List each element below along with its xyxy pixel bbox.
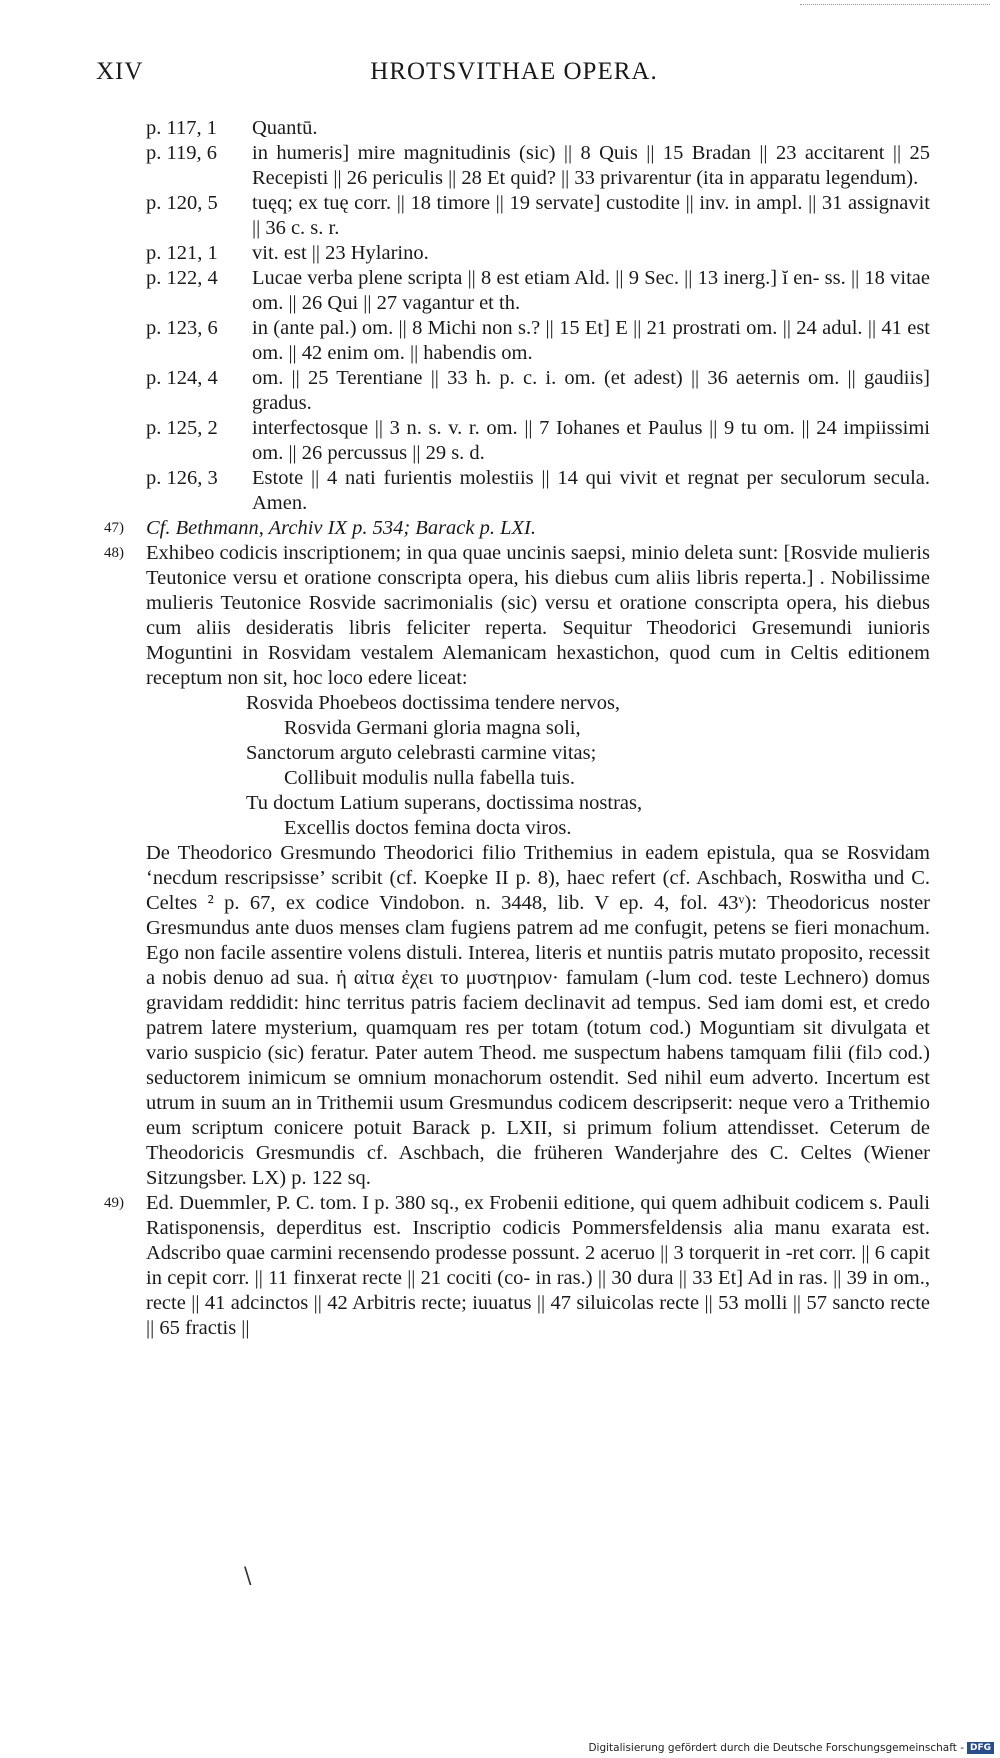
stray-mark: \ xyxy=(244,1564,252,1589)
entry-ref: p. 120, 5 xyxy=(146,192,218,214)
entry-ref: p. 122, 4 xyxy=(146,267,218,289)
poem-line: Collibuit modulis nulla fabella tuis. xyxy=(284,767,575,789)
poem-line: Tu doctum Latium superans, doctissima nostras, xyxy=(246,792,643,814)
top-rule xyxy=(800,4,990,5)
footnote-49 xyxy=(0,1191,930,1341)
footnote-number: 49) xyxy=(104,1195,124,1211)
apparatus-entry xyxy=(0,366,930,416)
entry-text: tuęq; ex tuę corr. || 18 timore || 19 servate] custodite || inv. in ampl. || 31 assignavit || 36 c. s. r. xyxy=(252,192,930,239)
footnote-48-continued xyxy=(0,841,930,1191)
page-number: XIV xyxy=(96,58,144,85)
footer-text: Digitalisierung gefördert durch die Deutsche Forschungsgemeinschaft - xyxy=(588,1742,964,1754)
entry-ref: p. 126, 3 xyxy=(146,467,218,489)
footnote-number: 48) xyxy=(104,545,124,561)
page-header xyxy=(96,58,932,92)
footnote-text: Ed. Duemmler, P. C. tom. I p. 380 sq., ex Frobenii editione, qui quem adhibuit codicem s. Pauli Ratisponensis, deperditus est. Inscriptio codicis Pommersfeldensis alia manu exarata est. Adscribo quae carmini recensendo prodesse possunt. 2 aceruo || 3 torquerit in -ret corr. || 6 capit in cepit corr. || 11 finxerat recte || 21 cociti (co- in ras.) || 30 dura || 33 Et] Ad in ras. || 39 in om., recte || 41 adcinctos || 42 Arbitris recte; iuuatus || 47 siluicolas recte || 53 molli || 57 sancto recte || 65 fractis || xyxy=(146,1192,930,1339)
footnote-47 xyxy=(0,516,930,541)
apparatus-entry xyxy=(0,416,930,466)
running-title: HROTSVITHAE OPERA. xyxy=(370,58,658,85)
apparatus-entry xyxy=(0,466,930,516)
apparatus-entry xyxy=(0,266,930,316)
entry-ref: p. 119, 6 xyxy=(146,142,217,164)
entry-ref: p. 117, 1 xyxy=(146,117,217,139)
hexastichon xyxy=(0,691,1000,841)
entry-text: vit. est || 23 Hylarino. xyxy=(252,242,429,264)
entry-ref: p. 123, 6 xyxy=(146,317,218,339)
entry-text: in (ante pal.) om. || 8 Michi non s.? || 15 Et] E || 21 prostrati om. || 24 adul. || 41 est om. || 42 enim om. || habendis om. xyxy=(252,317,930,364)
footnote-48 xyxy=(0,541,930,691)
apparatus xyxy=(0,116,1000,1341)
entry-text: Estote || 4 nati furientis molestiis || 14 qui vivit et regnat per seculorum secula. Amen. xyxy=(252,467,930,514)
apparatus-entry xyxy=(0,241,930,266)
poem-line: Excellis doctos femina docta viros. xyxy=(284,817,572,839)
apparatus-entry xyxy=(0,191,930,241)
digitization-footer xyxy=(588,1742,994,1754)
entry-ref: p. 124, 4 xyxy=(146,367,218,389)
entry-text: Lucae verba plene scripta || 8 est etiam Ald. || 9 Sec. || 13 inerg.] ĭ en- ss. || 18 vitae om. || 26 Qui || 27 vagantur et th. xyxy=(252,267,930,314)
apparatus-entry xyxy=(0,116,930,141)
poem-line: Rosvida Germani gloria magna soli, xyxy=(284,717,581,739)
footnote-text: Cf. Bethmann, Archiv IX p. 534; Barack p. LXI. xyxy=(146,517,537,539)
apparatus-entry xyxy=(0,141,930,191)
poem-line: Rosvida Phoebeos doctissima tendere nervos, xyxy=(246,692,621,714)
entry-text: interfectosque || 3 n. s. v. r. om. || 7 Iohanes et Paulus || 9 tu om. || 24 impiissimi om. || 26 percussus || 29 s. d. xyxy=(252,417,930,464)
entry-ref: p. 121, 1 xyxy=(146,242,218,264)
entry-text: om. || 25 Terentiane || 33 h. p. c. i. om. (et adest) || 36 aeternis om. || gaudiis] gradus. xyxy=(252,367,930,414)
poem-line: Sanctorum arguto celebrasti carmine vitas; xyxy=(246,742,597,764)
entry-text: in humeris] mire magnitudinis (sic) || 8 Quis || 15 Bradan || 23 accitarent || 25 Recepisti || 26 periculis || 28 Et quid? || 33 privarentur (ita in apparatu legendum). xyxy=(252,142,930,189)
footnote-text: De Theodorico Gresmundo Theodorici filio Trithemius in eadem epistula, qua se Rosvidam ‘necdum rescripsisse’ scribit (cf. Koepke II p. 8), haec refert (cf. Aschbach, Roswitha und C. Celtes ² p. 67, ex codice Vindobon. n. 3448, lib. V ep. 4, fol. 43ᵛ): Theodoricus noster Gresmundus ante duos menses clam fugiens patrem ad me confugit, petens se fieri monachum. Ego non facile assentire volens distuli. Interea, literis et nuntiis patris mutato proposito, recessit a nobis denuo ad sua. ἡ αἰτια ἐχει το μυστηριον· famulam (-lum cod. teste Lechnero) domus gravidam reddidit: hinc territus patris faciem declinavit ad tempus. Sed iam domi est, et credo patrem latere mysterium, quamquam res per totam (totum cod.) Moguntiam sit divulgata et vario suspicio (sic) feratur. Pater autem Theod. me suspectum habens tamquam filii (filɔ cod.) seductorem inimicum se omnium monachorum ostendit. Sed nihil eum adverto. Incertum est utrum in suum an in Trithemii usum Gresmundus codicem descripserit: neque vero a Trithemio eum scriptum conicere potuit Barack p. LXII, si primum folium attendisset. Ceterum de Theodoricis Gresmundis cf. Aschbach, die früheren Wanderjahre des C. Celtes (Wiener Sitzungsber. LX) p. 122 sq. xyxy=(146,842,930,1189)
entry-text: Quantū. xyxy=(252,117,318,139)
entry-ref: p. 125, 2 xyxy=(146,417,218,439)
apparatus-entry xyxy=(0,316,930,366)
footnote-text: Exhibeo codicis inscriptionem; in qua quae uncinis saepsi, minio deleta sunt: [Rosvide mulieris Teutonice versu et oratione conscripta opera, his diebus cum aliis libris reperta.] . Nobilissime mulieris Teutonice Rosvide sacrimonialis (sic) versu et oratione conscripta opera, his diebus cum aliis desideratis libris feliciter reperta. Sequitur Theodorici Gresemundi iunioris Moguntini in Rosvidam vestalem Alemanicam hexastichon, quod cum in Celtis editionem receptum non sit, hoc loco edere liceat: xyxy=(146,542,930,689)
footnote-number: 47) xyxy=(104,520,124,536)
dfg-logo: DFG xyxy=(967,1742,994,1754)
